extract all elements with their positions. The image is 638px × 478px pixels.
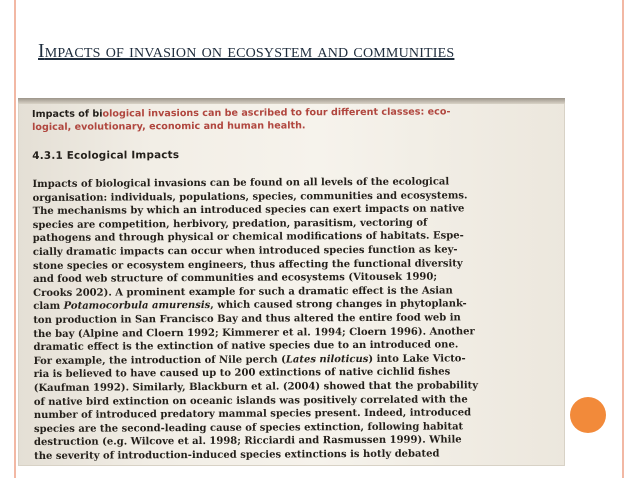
body-line: and food web structure of communities and ecosystems (Vitousek 1990; (33, 271, 438, 286)
section-body (32, 175, 556, 464)
intro-text-highlight: ological invasions can be ascribed to four different classes: eco- (102, 106, 451, 120)
slide-title: Impacts of invasion on ecosystem and communities (38, 41, 455, 62)
body-line: ria is believed to have caused up to 200 extinctions of native cichlid fishes (33, 366, 451, 381)
intro-paragraph (32, 105, 562, 134)
body-line: cially dramatic impacts can occur when introduced species function as key- (32, 244, 458, 258)
line-text: , which caused strong changes in phytoplank- (210, 298, 467, 312)
line-text: For example, the introduction of Nile perch ( (33, 354, 286, 367)
left-border-line (14, 0, 16, 478)
scanned-page (32, 105, 564, 464)
body-line: destruction (e.g. Wilcove et al. 1998; Ricciardi and Rasmussen 1999). While (34, 434, 462, 449)
body-line: pathogens and through physical or chemical modifications of habitats. Espe- (32, 230, 464, 245)
line-text: clam (33, 301, 64, 313)
intro-text-line2: logical, evolutionary, economic and human health. (32, 120, 306, 133)
section-heading: 4.3.1 Ecological Impacts (32, 149, 180, 162)
body-line: Impacts of biological invasions can be found on all levels of the ecological (32, 176, 450, 190)
right-border-line (622, 0, 624, 478)
body-line: number of introduced predatory mammal species present. Indeed, introduced (33, 407, 472, 422)
body-line: the severity of introduction-induced species extinctions is hotly debated (34, 448, 440, 462)
body-line: The mechanisms by which an introduced species can exert impacts on native (32, 203, 465, 218)
body-line: stone species or ecosystem engineers, thus affecting the functional diversity (32, 257, 463, 272)
body-line: the bay (Alpine and Cloern 1992; Kimmerer et al. 1994; Cloern 1996). Another (33, 325, 475, 340)
textbook-excerpt-image (18, 98, 565, 466)
body-line: species are competition, herbivory, predation, parasitism, vectoring of (32, 217, 428, 231)
line-text: ) into Lake Victo- (368, 353, 466, 365)
photo-top-edge (18, 98, 565, 104)
body-line: ton production in San Francisco Bay and thus altered the entire food web in (33, 312, 461, 326)
species-name: Lates niloticus (285, 353, 369, 366)
intro-text-a: Impacts of bi (32, 108, 103, 120)
body-line: Crooks 2002). A prominent example for such a dramatic effect is the Asian (33, 285, 453, 299)
body-line: species are the second-leading cause of species extinction, following habitat (33, 421, 464, 435)
body-line: dramatic effect is the extinction of native species due to an introduced one. (33, 339, 459, 354)
body-line: (Kaufman 1992). Similarly, Blackburn et al. (2004) showed that the probability (33, 380, 479, 394)
accent-circle (570, 397, 606, 433)
body-line: organisation: individuals, populations, species, communities and ecosystems. (32, 189, 468, 204)
body-line: of native bird extinction on oceanic islands was positively correlated with the (33, 393, 468, 408)
species-name: Potamocorbula amurensis (63, 300, 211, 313)
